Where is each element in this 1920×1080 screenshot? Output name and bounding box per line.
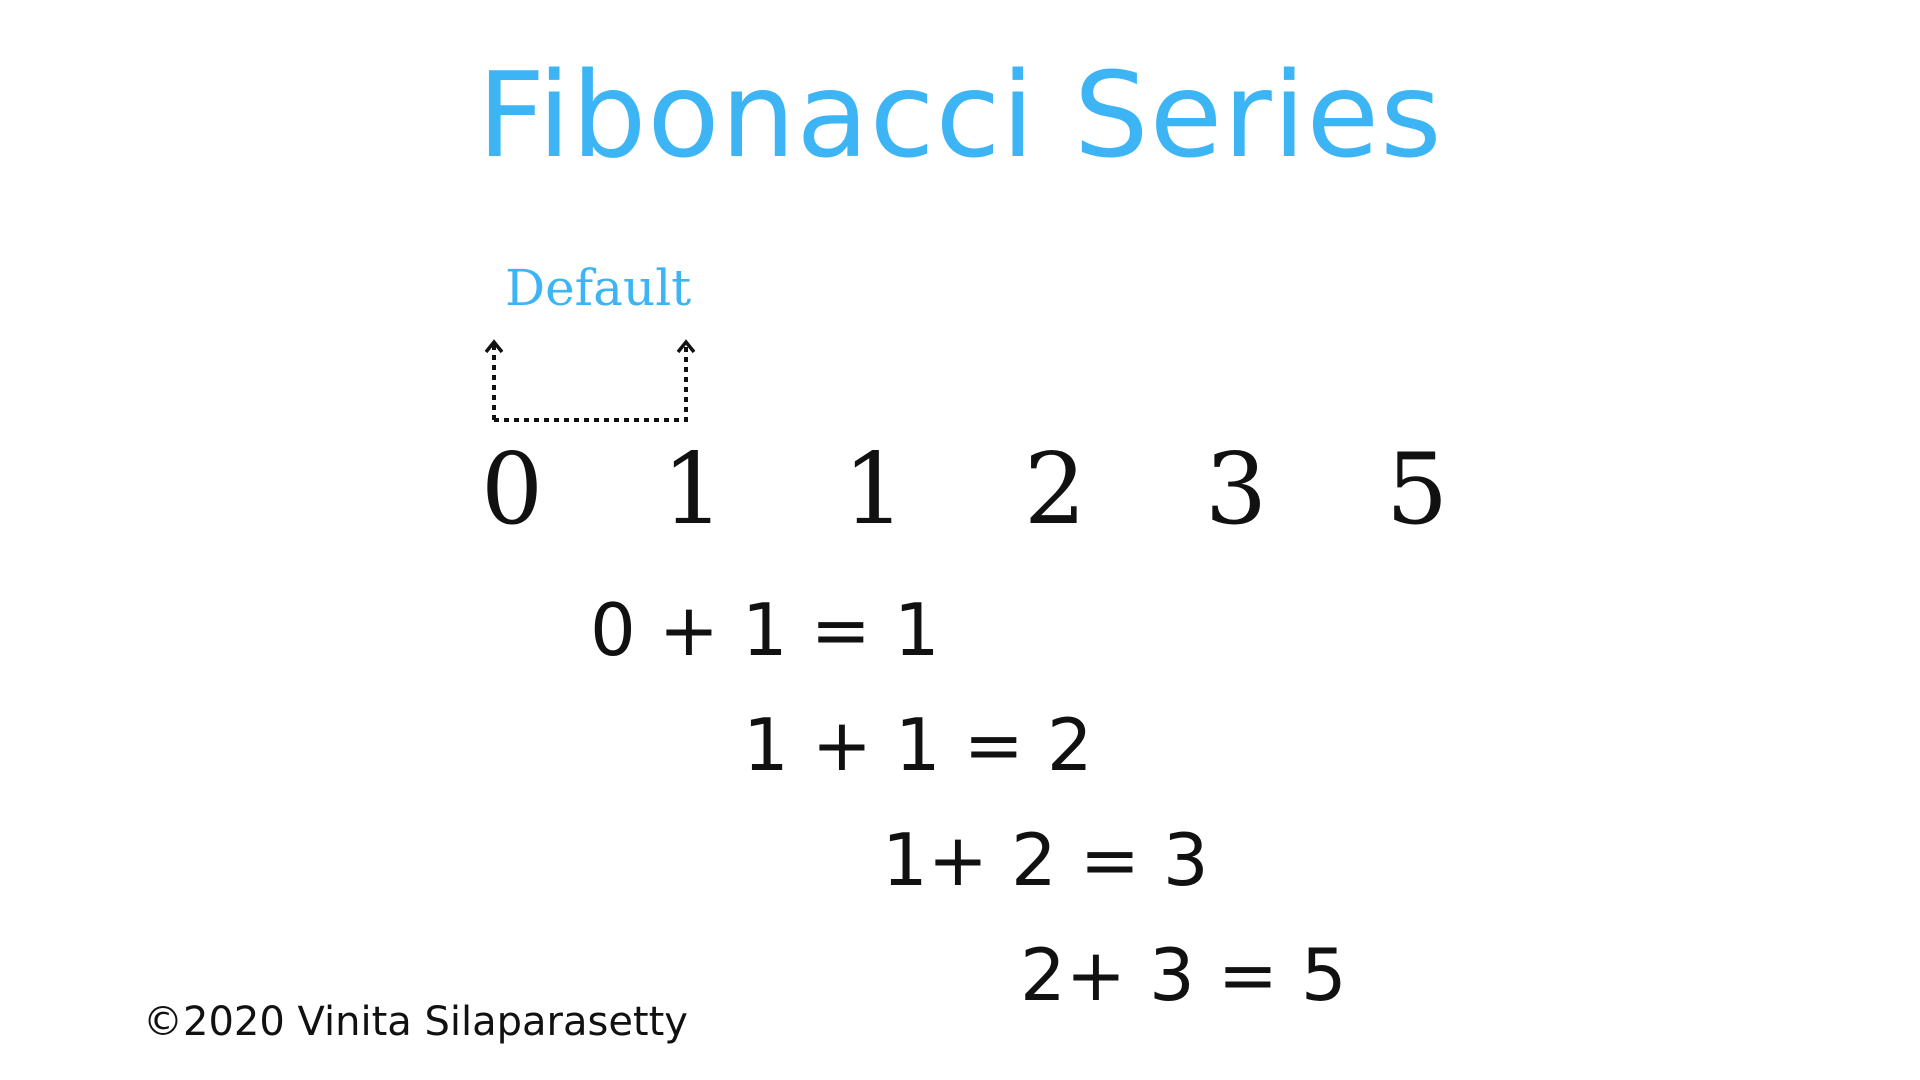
- default-label: Default: [505, 259, 692, 317]
- sequence-number: 2: [1023, 433, 1087, 547]
- copyright-text: ©2020 Vinita Silaparasetty: [143, 999, 688, 1045]
- equation: 1+ 2 = 3: [882, 818, 1209, 902]
- sequence-number: 5: [1385, 433, 1449, 547]
- sequence-number: 1: [842, 433, 906, 547]
- page-title: Fibonacci Series: [477, 46, 1443, 184]
- equation: 1 + 1 = 2: [743, 703, 1093, 787]
- equation: 2+ 3 = 5: [1020, 933, 1347, 1017]
- sequence-number: 1: [661, 433, 725, 547]
- equation: 0 + 1 = 1: [590, 588, 940, 672]
- dotted-bracket-line: [494, 344, 686, 420]
- sequence-row: [0, 425, 1920, 565]
- default-bracket-arrows: [476, 330, 696, 430]
- sequence-number: 0: [480, 433, 544, 547]
- sequence-number: 3: [1204, 433, 1268, 547]
